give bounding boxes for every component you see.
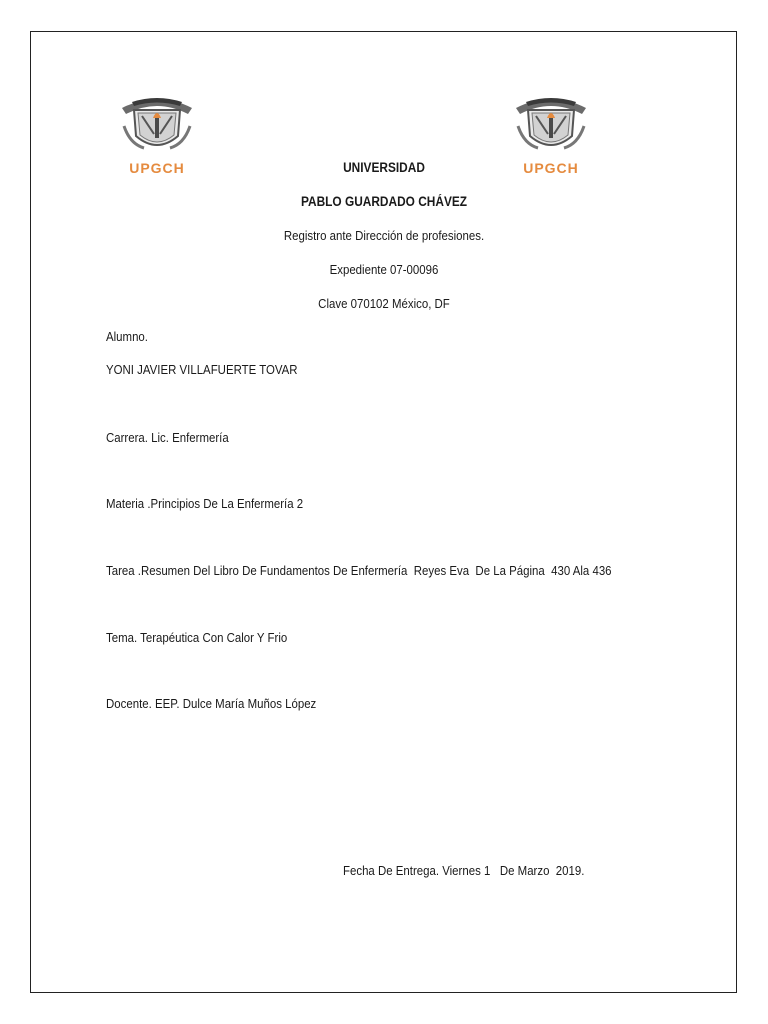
university-crest-icon bbox=[114, 92, 200, 158]
logo-text: UPGCH bbox=[129, 160, 185, 176]
docente-line: Docente. EEP. Dulce María Muños López bbox=[106, 696, 317, 711]
materia-line: Materia .Principios De La Enfermería 2 bbox=[106, 496, 304, 511]
alumno-name: YONI JAVIER VILLAFUERTE TOVAR bbox=[106, 362, 298, 377]
registro-line: Registro ante Dirección de profesiones. bbox=[283, 228, 485, 243]
fecha-entrega: Fecha De Entrega. Viernes 1 De Marzo 2019. bbox=[343, 863, 585, 878]
university-crest-icon bbox=[508, 92, 594, 158]
university-heading: UNIVERSIDAD bbox=[343, 160, 425, 175]
tema-line: Tema. Terapéutica Con Calor Y Frio bbox=[106, 630, 288, 645]
logo-text: UPGCH bbox=[523, 160, 579, 176]
university-name: PABLO GUARDADO CHÁVEZ bbox=[300, 194, 468, 209]
tarea-line: Tarea .Resumen Del Libro De Fundamentos De Enfermería Reyes Eva De La Página 430 Ala 436 bbox=[106, 563, 612, 578]
expediente-line: Expediente 07-00096 bbox=[329, 262, 439, 277]
clave-line: Clave 070102 México, DF bbox=[318, 296, 450, 311]
carrera-line: Carrera. Lic. Enfermería bbox=[106, 430, 229, 445]
alumno-label: Alumno. bbox=[106, 329, 148, 344]
